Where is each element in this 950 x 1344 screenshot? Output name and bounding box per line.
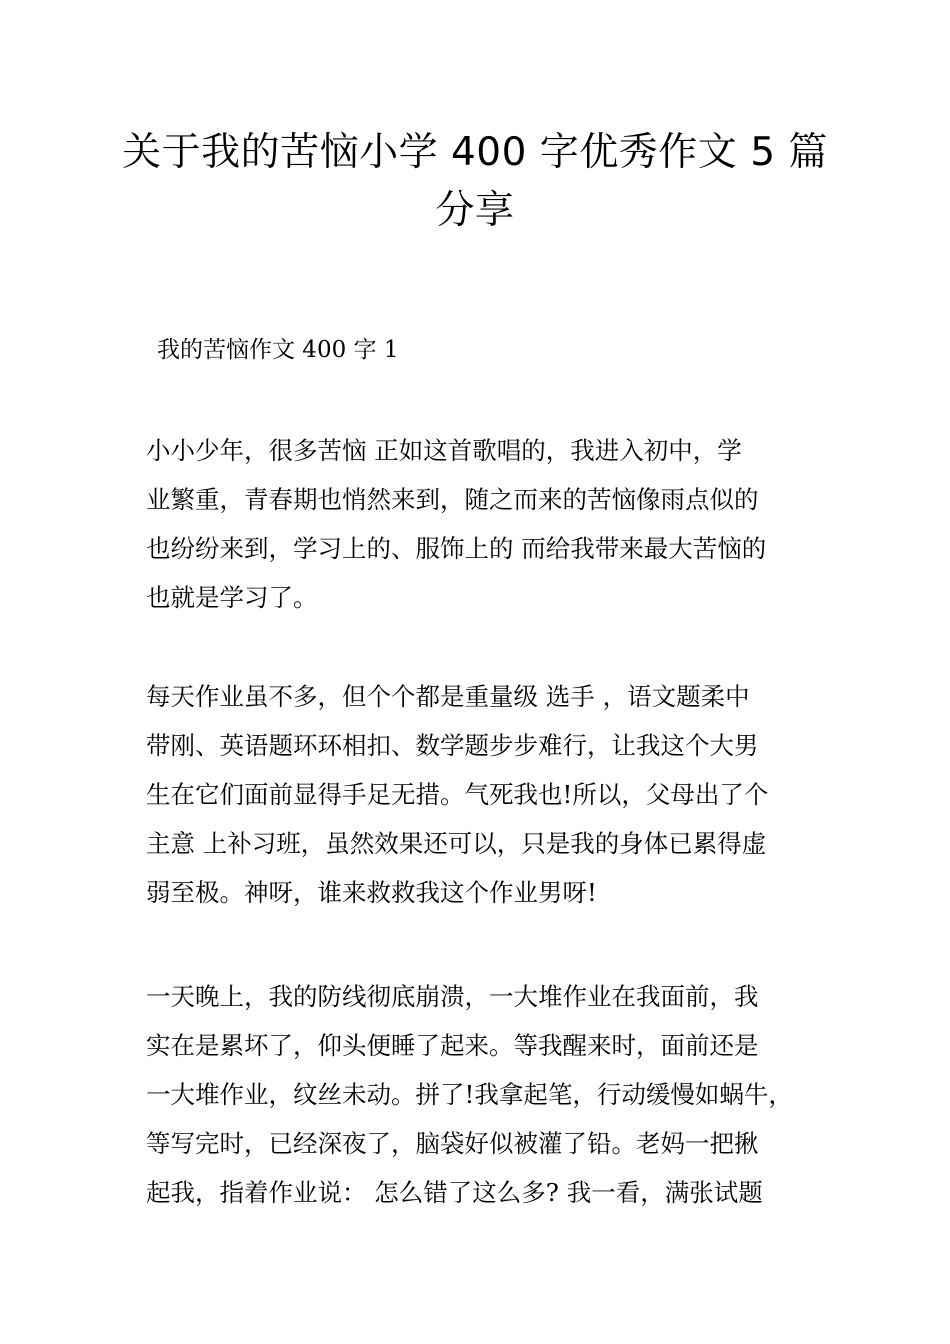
paragraph-line: 业繁重，青春期也悄然来到，随之而来的苦恼像雨点似的 xyxy=(146,485,759,514)
paragraph-1 xyxy=(146,426,836,622)
paragraph-line: 一大堆作业，纹丝未动。拼了!我拿起笔，行动缓慢如蜗牛， xyxy=(146,1080,793,1109)
paragraph-line: 弱至极。神呀，谁来救救我这个作业男呀! xyxy=(146,878,597,907)
paragraph-line: 等写完时，已经深夜了，脑袋好似被灌了铅。老妈一把揪 xyxy=(146,1129,759,1158)
paragraph-line: 起我，指着作业说： 怎么错了这么多? 我一看，满张试题 xyxy=(146,1178,763,1207)
paragraph-line: 实在是累坏了，仰头便睡了起来。等我醒来时，面前还是 xyxy=(146,1031,759,1060)
paragraph-line: 也就是学习了。 xyxy=(146,583,318,612)
paragraph-line: 每天作业虽不多，但个个都是重量级 选手 ，语文题柔中 xyxy=(146,682,750,711)
title-line-1: 关于我的苦恼小学 400 字优秀作文 5 篇 xyxy=(122,130,828,175)
paragraph-2 xyxy=(146,672,836,917)
paragraph-3 xyxy=(146,972,836,1217)
essay-heading: 我的苦恼作文 400 字 1 xyxy=(157,337,399,363)
document-title xyxy=(120,124,830,240)
paragraph-line: 主意 上补习班，虽然效果还可以，只是我的身体已累得虚 xyxy=(146,829,767,858)
paragraph-line: 一天晚上，我的防线彻底崩溃，一大堆作业在我面前，我 xyxy=(146,982,759,1011)
paragraph-line: 也纷纷来到，学习上的、服饰上的 而给我带来最大苦恼的 xyxy=(146,534,767,563)
title-line-2: 分享 xyxy=(435,188,515,233)
paragraph-line: 小小少年，很多苦恼 正如这首歌唱的，我进入初中，学 xyxy=(146,436,742,465)
paragraph-line: 生在它们面前显得手足无措。气死我也!所以，父母出了个 xyxy=(146,780,769,809)
paragraph-line: 带刚、英语题环环相扣、数学题步步难行，让我这个大男 xyxy=(146,731,759,760)
